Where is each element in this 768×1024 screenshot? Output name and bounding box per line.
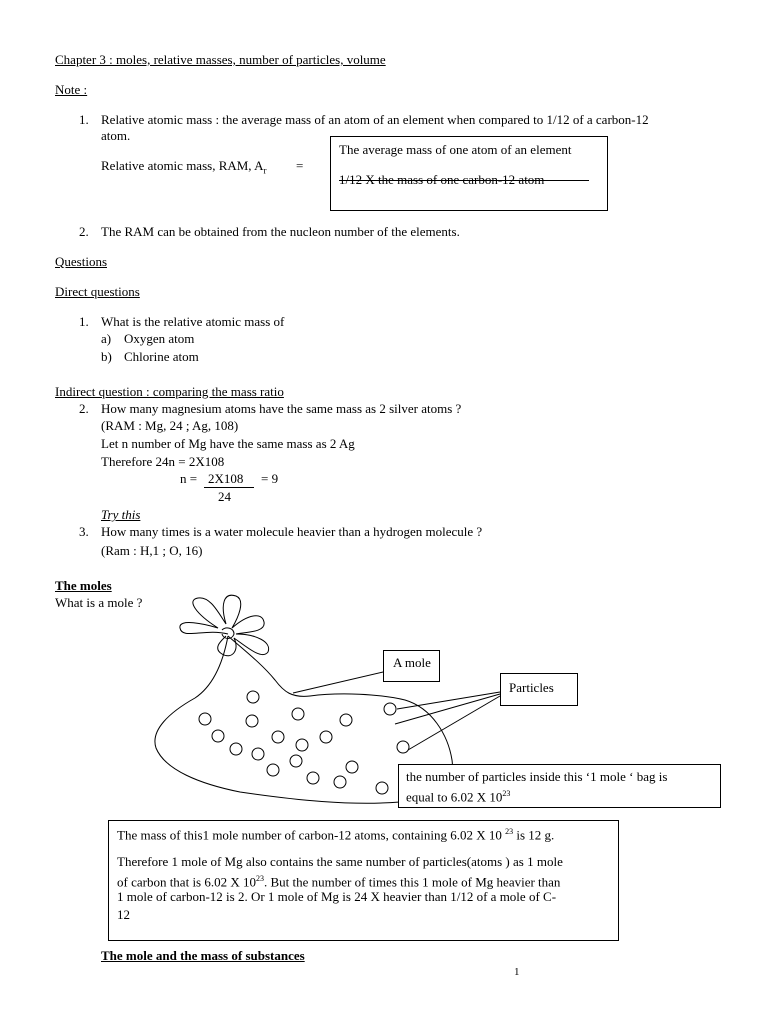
note-1-line2: atom. <box>101 128 131 143</box>
ram-formula-numerator: The average mass of one atom of an element <box>339 142 572 157</box>
page-number: 1 <box>514 966 520 978</box>
direct-question-number: 1. <box>79 314 89 329</box>
moles-heading: The moles <box>55 578 112 593</box>
indirect-question-ram: (RAM : Mg, 24 ; Ag, 108) <box>101 418 239 433</box>
particle <box>272 731 284 743</box>
particle <box>397 741 409 753</box>
particle <box>230 743 242 755</box>
indirect-question-text: How many magnesium atoms have the same mass as 2 silver atoms ? <box>101 401 462 416</box>
particle <box>320 731 332 743</box>
pointer-line-mole <box>293 672 383 693</box>
note-heading: Note : <box>55 82 88 97</box>
pointer-line-particles <box>395 694 500 724</box>
particle <box>292 708 304 720</box>
n-prefix: n = <box>180 471 198 486</box>
try-this-label: Try this <box>101 507 141 522</box>
particle <box>212 730 224 742</box>
particle <box>334 776 346 788</box>
note-2-text: The RAM can be obtained from the nucleon number of the elements. <box>101 224 460 239</box>
ram-formula-label: Relative atomic mass, RAM, $A_r$ <box>101 158 267 176</box>
indirect-question-number: 2. <box>79 401 89 416</box>
n-denominator: 24 <box>218 489 231 504</box>
particle <box>246 715 258 727</box>
bag-tie-knot <box>180 595 269 656</box>
mass-box-p2-line3: 1 mole of carbon-12 is 2. Or 1 mole of Mg is 24 X heavier than 1/12 of a mole of C- <box>117 889 557 904</box>
indirect-question-therefore: Therefore 24n = 2X108 <box>101 454 225 469</box>
indirect-question-let: Let n number of Mg have the same mass as 2 Ag <box>101 436 355 451</box>
try-question-ram: (Ram : H,1 ; O, 16) <box>101 543 203 558</box>
caption-box <box>398 764 721 808</box>
particle <box>247 691 259 703</box>
direct-question-text: What is the relative atomic mass of <box>101 314 285 329</box>
mass-explanation-box <box>108 820 619 941</box>
particle <box>296 739 308 751</box>
particle <box>384 703 396 715</box>
n-numerator: 2X108 <box>208 471 244 486</box>
what-is-mole: What is a mole ? <box>55 595 143 610</box>
note-1-number: 1. <box>79 112 89 127</box>
chapter-title: Chapter 3 : moles, relative masses, number of particles, volume <box>55 52 386 67</box>
particle <box>307 772 319 784</box>
particle <box>252 748 264 760</box>
ram-formula-equals: = <box>296 158 304 173</box>
bottom-heading: The mole and the mass of substances <box>101 948 305 963</box>
mass-box-p2-line1: Therefore 1 mole of Mg also contains the same number of particles(atoms ) as 1 mole <box>117 854 563 869</box>
caption-line2: equal to 6.02 X $10^{23}$ <box>406 789 511 805</box>
part-a-label: a) <box>101 331 112 346</box>
questions-heading: Questions <box>55 254 107 269</box>
ram-formula-denominator: 1/12 X the mass of one carbon-12 atom <box>339 172 545 187</box>
particle <box>267 764 279 776</box>
mass-box-line1: The mass of this1 mole number of carbon-12 atoms, containing 6.02 X 10 $^{23}$ is 12 g. <box>117 827 555 843</box>
label-particles: Particles <box>509 680 554 695</box>
indirect-question-heading: Indirect question : comparing the mass ratio <box>55 384 284 399</box>
label-box-mole <box>383 650 440 682</box>
note-1-line1: Relative atomic mass : the average mass of an atom of an element when compared to 1/12 of a carbon-12 <box>101 112 649 127</box>
label-box-particles <box>500 673 578 706</box>
particle <box>346 761 358 773</box>
particle <box>376 782 388 794</box>
part-a-text: Oxygen atom <box>124 331 195 346</box>
caption-line1: the number of particles inside this ‘1 mole ‘ bag is <box>406 769 668 784</box>
particle <box>290 755 302 767</box>
try-question-text: How many times is a water molecule heavier than a hydrogen molecule ? <box>101 524 483 539</box>
try-question-number: 3. <box>79 524 89 539</box>
direct-questions-heading: Direct questions <box>55 284 140 299</box>
part-b-text: Chlorine atom <box>124 349 199 364</box>
label-mole: A mole <box>393 655 431 670</box>
part-b-label: b) <box>101 349 112 364</box>
particle <box>199 713 211 725</box>
particle <box>340 714 352 726</box>
mass-box-p2-line2: of carbon that is 6.02 X $10^{23}$. But the number of times this 1 mole of Mg heavier than <box>117 874 561 890</box>
n-result: = 9 <box>261 471 279 486</box>
note-2-number: 2. <box>79 224 89 239</box>
pointer-line-particles <box>408 696 500 750</box>
mass-box-p2-line4: 12 <box>117 907 130 922</box>
pointer-line-particles <box>397 692 500 709</box>
